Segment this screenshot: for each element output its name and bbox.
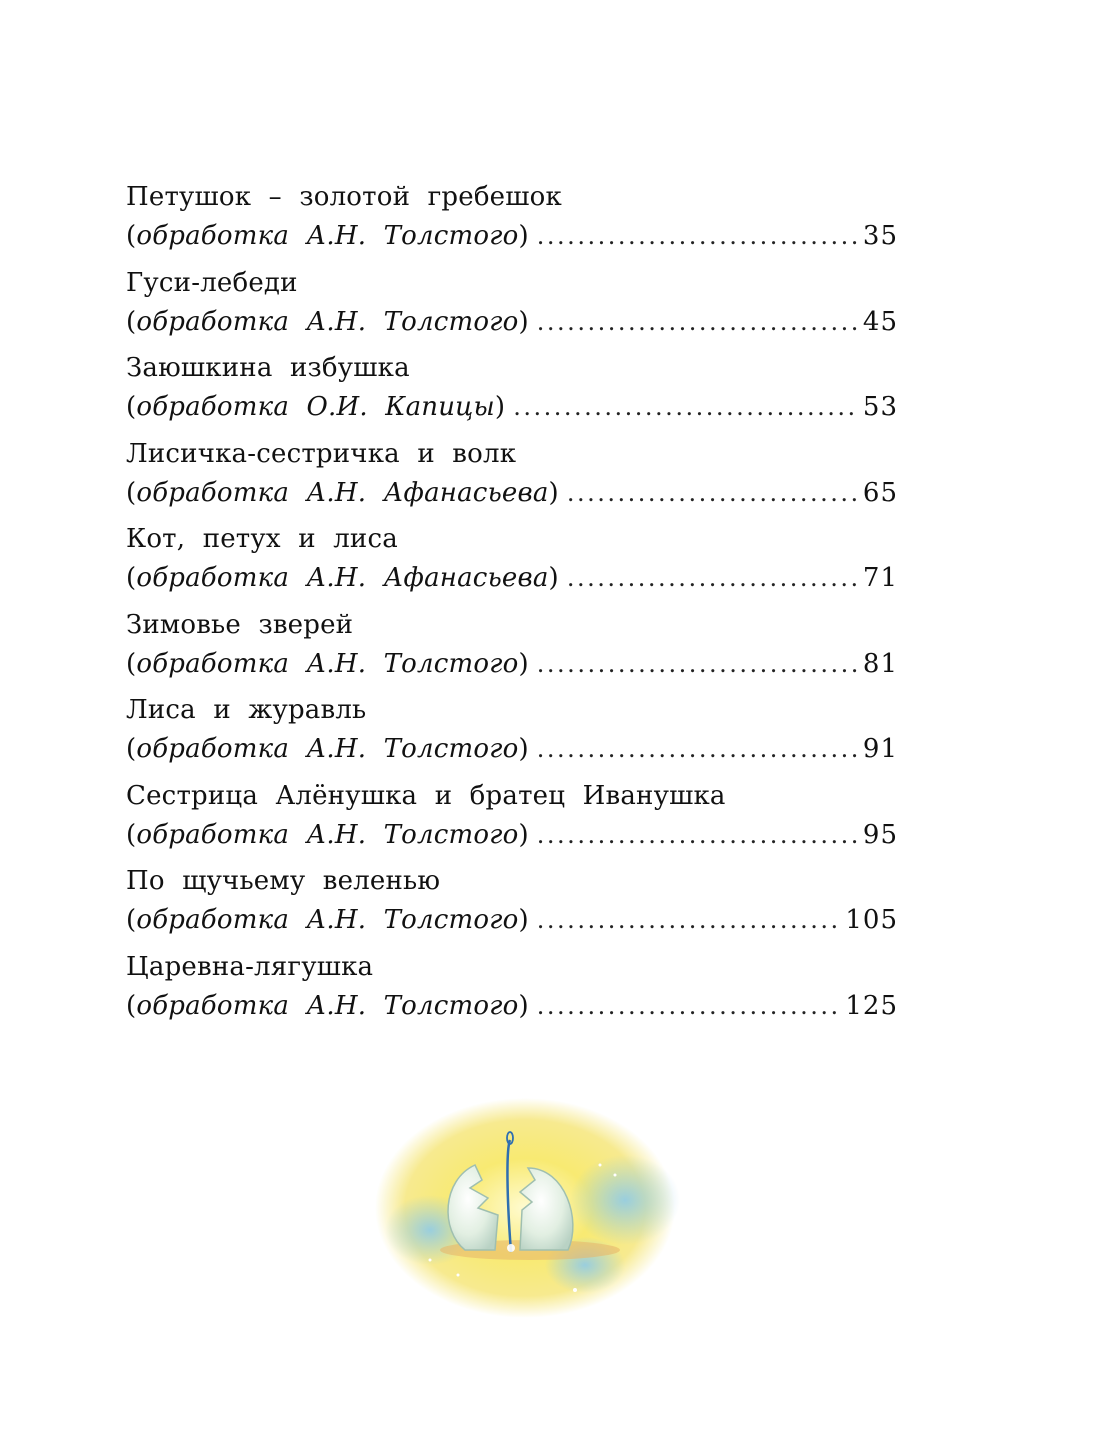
entry-note: (обработка А.Н. Толстого) — [126, 990, 529, 1021]
entry-title: Лисичка-сестричка и волк — [126, 438, 517, 469]
page-number: 53 — [862, 392, 898, 422]
entry-title: Петушок – золотой гребешок — [126, 182, 562, 212]
entry-note: (обработка А.Н. Толстого) — [126, 306, 529, 337]
dot-leader — [567, 475, 857, 511]
page-number: 95 — [862, 819, 898, 850]
entry-note: (обработка А.Н. Толстого) — [126, 734, 529, 764]
page-number: 105 — [845, 905, 898, 935]
entry-note: (обработка О.И. Капицы) — [126, 392, 506, 422]
dot-leader — [513, 389, 857, 425]
entry-detail — [126, 902, 898, 938]
entry-detail — [126, 218, 898, 254]
dot-leader — [537, 304, 857, 340]
toc-entry[interactable] — [126, 262, 898, 348]
toc-entry[interactable] — [126, 433, 898, 519]
dot-leader — [537, 988, 840, 1024]
entry-title: Сестрица Алёнушка и братец Иванушка — [126, 780, 726, 811]
dot-leader — [537, 817, 857, 853]
entry-title: Лиса и журавль — [126, 695, 367, 725]
toc-entry[interactable] — [126, 689, 898, 775]
page-number: 35 — [862, 221, 898, 251]
entry-title: Зимовье зверей — [126, 609, 354, 640]
entry-note: (обработка А.Н. Афанасьева) — [126, 563, 559, 593]
entry-title: Царевна-лягушка — [126, 951, 374, 982]
entry-detail — [126, 817, 898, 853]
entry-detail — [126, 475, 898, 511]
dot-leader — [537, 218, 857, 254]
entry-title: По щучьему веленью — [126, 866, 441, 896]
entry-note: (обработка А.Н. Толстого) — [126, 819, 529, 850]
toc-entry[interactable] — [126, 860, 898, 946]
entry-detail — [126, 731, 898, 767]
entry-detail — [126, 389, 898, 425]
entry-note: (обработка А.Н. Афанасьева) — [126, 477, 559, 508]
page-number: 125 — [845, 990, 898, 1021]
entry-detail — [126, 304, 898, 340]
page-number: 91 — [862, 734, 898, 764]
entry-detail — [126, 646, 898, 682]
entry-title: Гуси-лебеди — [126, 267, 298, 298]
dot-leader — [537, 902, 840, 938]
table-of-contents — [126, 176, 898, 1031]
toc-entry[interactable] — [126, 347, 898, 433]
entry-detail — [126, 560, 898, 596]
page-number: 81 — [862, 648, 898, 679]
dot-leader — [567, 560, 857, 596]
entry-note: (обработка А.Н. Толстого) — [126, 648, 529, 679]
dot-leader — [537, 646, 857, 682]
page-number: 65 — [862, 477, 898, 508]
entry-note: (обработка А.Н. Толстого) — [126, 221, 529, 251]
dot-leader — [537, 731, 857, 767]
entry-note: (обработка А.Н. Толстого) — [126, 905, 529, 935]
toc-entry[interactable] — [126, 176, 898, 262]
toc-entry[interactable] — [126, 946, 898, 1032]
toc-entry[interactable] — [126, 604, 898, 690]
entry-title: Кот, петух и лиса — [126, 524, 398, 554]
entry-title: Заюшкина избушка — [126, 353, 410, 383]
toc-entry[interactable] — [126, 775, 898, 861]
toc-entry[interactable] — [126, 518, 898, 604]
entry-detail — [126, 988, 898, 1024]
page-number: 71 — [862, 563, 898, 593]
page-number: 45 — [862, 306, 898, 337]
broken-egg-with-needle-icon — [370, 1080, 680, 1330]
